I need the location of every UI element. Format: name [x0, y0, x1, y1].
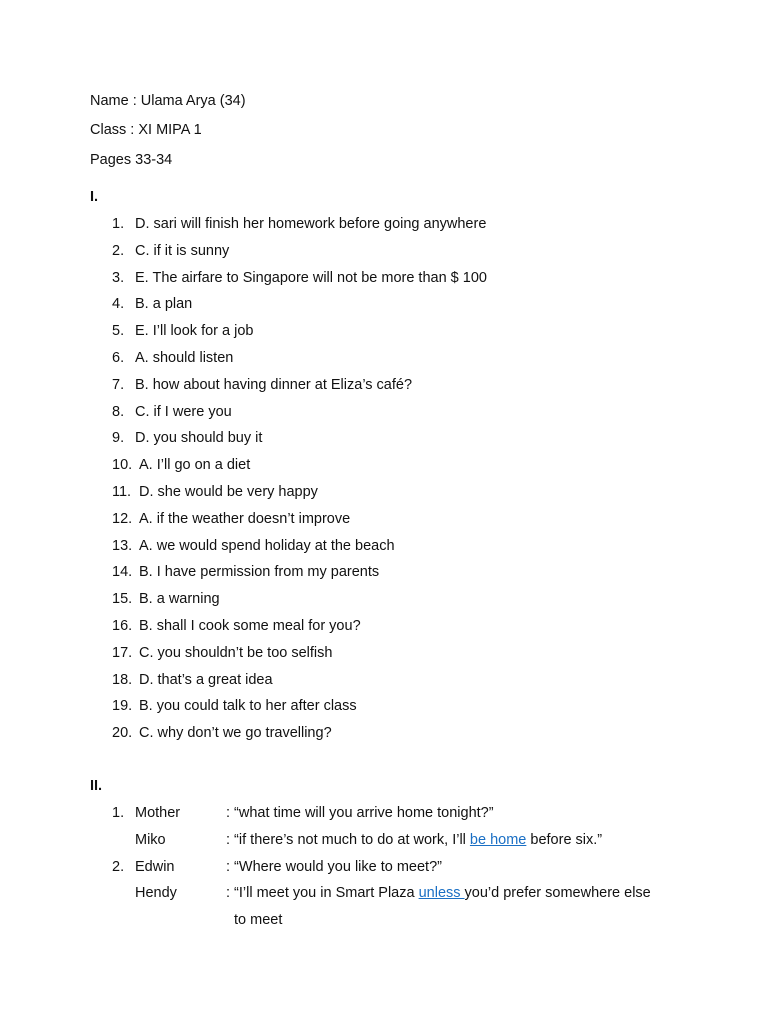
- answer-number: 4.: [112, 296, 125, 313]
- dialog-1-line-1: : “what time will you arrive home tonight?”: [226, 805, 494, 821]
- answer-number: 6.: [112, 350, 125, 366]
- answer-item: [112, 377, 412, 393]
- answer-number: 8.: [112, 403, 125, 420]
- pages-reference: Pages 33-34: [90, 152, 173, 168]
- answer-item: [112, 672, 273, 688]
- answer-number: 2.: [112, 242, 125, 259]
- dialog-2-line-2: [226, 885, 651, 901]
- section-1-heading: I.: [90, 189, 99, 205]
- answer-item: [112, 591, 220, 607]
- answer-item: [112, 618, 361, 634]
- answer-text: D. sari will finish her homework before going anywhere: [135, 216, 487, 232]
- answer-text: D. you should buy it: [135, 430, 263, 447]
- answer-number: 19.: [112, 698, 133, 715]
- answer-text: B. a warning: [139, 591, 220, 608]
- answer-text: C. if I were you: [135, 403, 232, 420]
- dialog-1-speaker-2: Miko: [135, 832, 166, 848]
- answer-text: D. she would be very happy: [139, 484, 318, 500]
- answer-text: D. that’s a great idea: [139, 671, 273, 688]
- answer-item: [112, 216, 486, 232]
- answer-text: C. you shouldn’t be too selfish: [139, 644, 333, 661]
- dialog-2-line-2-start: : “I’ll meet you in Smart Plaza: [226, 885, 419, 901]
- answer-number: 20.: [112, 725, 133, 742]
- answer-text: A. I’ll go on a diet: [139, 457, 251, 474]
- dialog-1-speaker-1: Mother: [135, 805, 181, 821]
- answer-number: 17.: [112, 644, 133, 661]
- answer-item: [112, 457, 250, 473]
- dialog-1-line-2-start: : “if there’s not much to do at work, I’ll: [226, 832, 470, 848]
- answer-text: A. we would spend holiday at the beach: [139, 537, 395, 554]
- answer-item: [112, 270, 487, 286]
- answer-item: [112, 511, 350, 527]
- answer-item: [112, 725, 332, 741]
- student-class: Class : XI MIPA 1: [90, 122, 202, 138]
- answer-number: 1.: [112, 216, 125, 232]
- answer-text: B. shall I cook some meal for you?: [139, 618, 361, 634]
- answer-text: C. why don’t we go travelling?: [139, 725, 332, 742]
- answer-item: [112, 698, 357, 714]
- answer-text: A. if the weather doesn’t improve: [139, 510, 351, 527]
- answer-number: 16.: [112, 618, 133, 634]
- student-name: Name : Ulama Arya (34): [90, 93, 246, 109]
- dialog-1-line-2: [226, 832, 602, 848]
- answer-item: [112, 564, 379, 580]
- dialog-2-speaker-1: Edwin: [135, 859, 175, 875]
- answer-number: 5.: [112, 323, 125, 340]
- answer-number: 15.: [112, 591, 133, 608]
- answer-item: [112, 404, 232, 420]
- answer-item: [112, 645, 332, 661]
- answer-number: 13.: [112, 537, 133, 554]
- answer-item: [112, 350, 233, 366]
- answer-number: 7.: [112, 376, 125, 393]
- answer-item: [112, 484, 318, 500]
- answer-number: 9.: [112, 430, 125, 447]
- section-2-heading: II.: [90, 778, 103, 794]
- dialog-2-speaker-2: Hendy: [135, 885, 177, 901]
- answer-text: B. I have permission from my parents: [139, 564, 380, 581]
- answer-item: [112, 538, 395, 554]
- dialog-2-line-1: : “Where would you like to meet?”: [226, 859, 442, 875]
- answer-number: 10.: [112, 457, 133, 474]
- dialog-1-number: 1.: [112, 805, 125, 821]
- dialog-2-line-2-end: you’d prefer somewhere else: [464, 885, 651, 901]
- dialog-2-number: 2.: [112, 859, 125, 875]
- answer-item: [112, 243, 229, 259]
- answer-text: E. The airfare to Singapore will not be more than $ 100: [135, 269, 487, 286]
- answer-text: B. a plan: [135, 296, 193, 313]
- answer-text: A. should listen: [135, 350, 234, 366]
- answer-text: E. I’ll look for a job: [135, 323, 254, 340]
- answer-number: 11.: [112, 484, 132, 500]
- answer-number: 3.: [112, 269, 125, 286]
- dialog-2-line-2-continued: to meet: [234, 912, 283, 928]
- answer-text: B. you could talk to her after class: [139, 698, 357, 715]
- dialog-1-line-2-end: before six.”: [526, 832, 603, 848]
- answer-number: 18.: [112, 671, 133, 688]
- answer-number: 14.: [112, 564, 133, 581]
- answer-text: B. how about having dinner at Eliza’s café?: [135, 376, 413, 393]
- dialog-2-link[interactable]: unless: [418, 885, 465, 901]
- answer-number: 12.: [112, 510, 133, 527]
- answer-item: [112, 430, 262, 446]
- answer-item: [112, 296, 192, 312]
- answer-text: C. if it is sunny: [135, 242, 230, 259]
- dialog-1-link[interactable]: be home: [469, 832, 527, 848]
- answer-item: [112, 323, 253, 339]
